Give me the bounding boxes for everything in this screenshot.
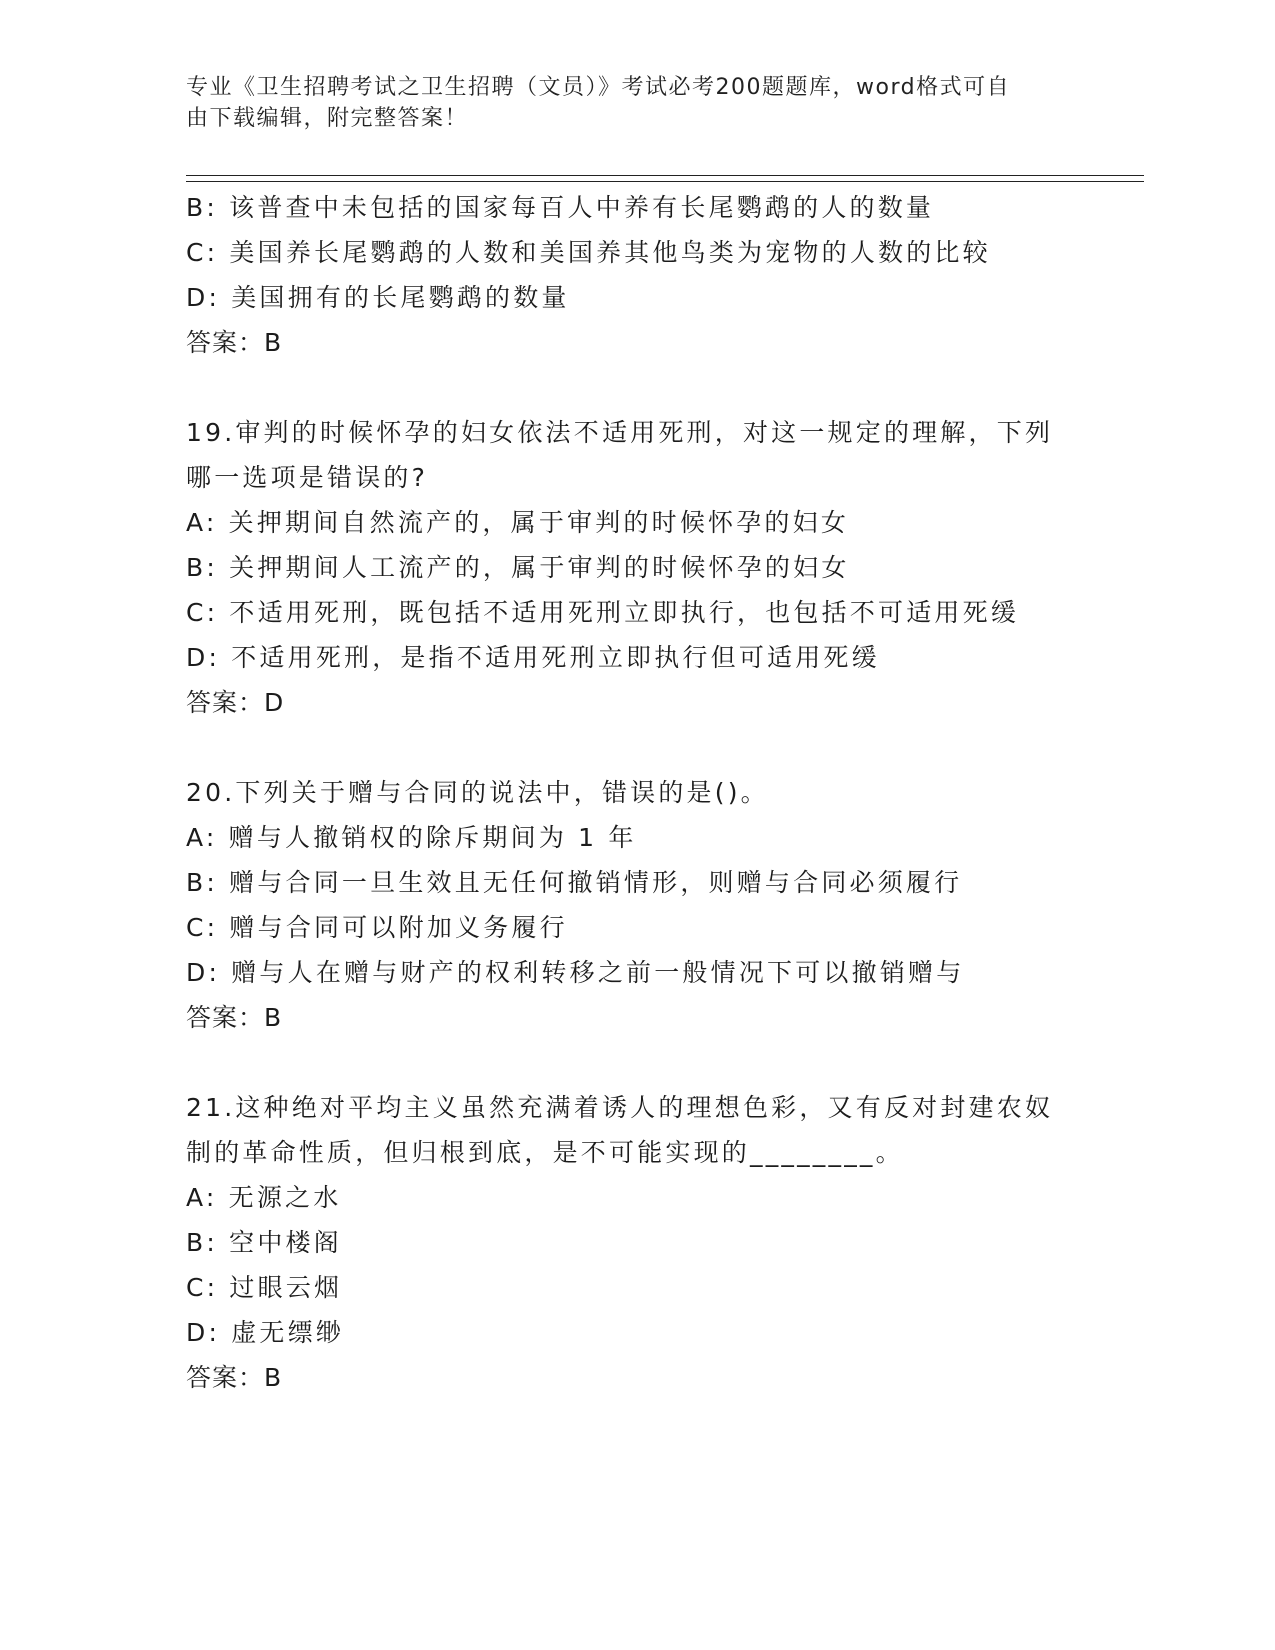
q21-option-c: C: 过眼云烟 <box>186 1273 343 1302</box>
document-header <box>186 72 1066 134</box>
q19-stem-line-2: 哪一选项是错误的? <box>186 463 429 492</box>
q19-stem-line-1: 19.审判的时候怀孕的妇女依法不适用死刑，对这一规定的理解，下列 <box>186 418 1054 447</box>
header-rule-bottom <box>186 181 1144 182</box>
q19-option-c: C: 不适用死刑，既包括不适用死刑立即执行，也包括不可适用死缓 <box>186 598 1020 627</box>
q21-option-b: B: 空中楼阁 <box>186 1228 342 1257</box>
q20-option-a: A: 赠与人撤销权的除斥期间为 1 年 <box>186 823 637 852</box>
q20-stem-line-1: 20.下列关于赠与合同的说法中，错误的是()。 <box>186 778 769 807</box>
q19-option-b: B: 关押期间人工流产的，属于审判的时候怀孕的妇女 <box>186 553 850 582</box>
header-line-1: 专业《卫生招聘考试之卫生招聘（文员）》考试必考200题题库，word格式可自 <box>186 75 1011 100</box>
q20-option-b: B: 赠与合同一旦生效且无任何撤销情形，则赠与合同必须履行 <box>186 868 963 897</box>
prev-option-b: B: 该普查中未包括的国家每百人中养有长尾鹦鹉的人的数量 <box>186 193 935 222</box>
q20-answer: 答案：B <box>186 1003 283 1032</box>
header-rule-top <box>186 175 1144 176</box>
q21-stem-line-1: 21.这种绝对平均主义虽然充满着诱人的理想色彩，又有反对封建农奴 <box>186 1093 1054 1122</box>
q20-option-c: C: 赠与合同可以附加义务履行 <box>186 913 568 942</box>
prev-option-c: C: 美国养长尾鹦鹉的人数和美国养其他鸟类为宠物的人数的比较 <box>186 238 991 267</box>
q21-stem-line-2: 制的革命性质，但归根到底，是不可能实现的________。 <box>186 1138 904 1167</box>
prev-option-d: D: 美国拥有的长尾鹦鹉的数量 <box>186 283 570 312</box>
q19-option-d: D: 不适用死刑，是指不适用死刑立即执行但可适用死缓 <box>186 643 880 672</box>
prev-answer: 答案：B <box>186 328 283 357</box>
q21-option-d: D: 虚无缥缈 <box>186 1318 345 1347</box>
q21-option-a: A: 无源之水 <box>186 1183 342 1212</box>
q19-answer: 答案：D <box>186 688 285 717</box>
q19-option-a: A: 关押期间自然流产的，属于审判的时候怀孕的妇女 <box>186 508 850 537</box>
q20-option-d: D: 赠与人在赠与财产的权利转移之前一般情况下可以撤销赠与 <box>186 958 965 987</box>
header-line-2: 由下载编辑，附完整答案！ <box>186 106 469 131</box>
q21-answer: 答案：B <box>186 1363 283 1392</box>
